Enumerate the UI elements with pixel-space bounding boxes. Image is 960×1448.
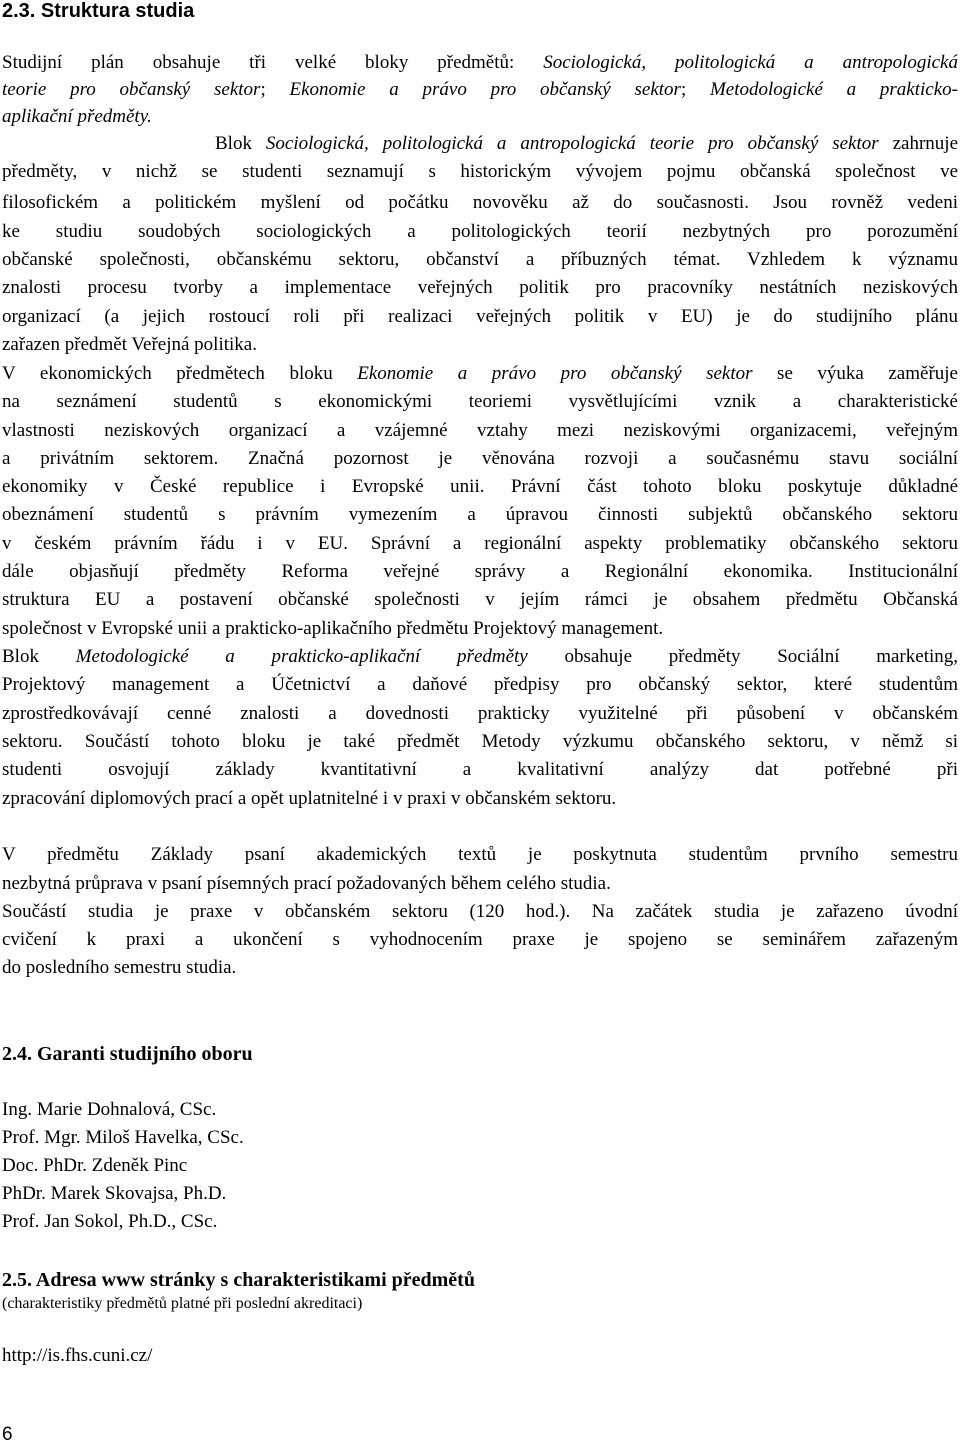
block2-line-1 [2,364,958,384]
block3-text: Blok [2,646,76,667]
block1-line-2: předměty, v nichž se studenti seznamují s historickým vývojem pojmu občanská společnost ve [2,161,958,182]
block2-line-6: obeznámení studentů s právním vymezením a úpravou činnosti subjektů občanského sektoru [2,504,958,525]
block1-text: Vzhledem k významu [720,249,959,270]
block1-text: Blok [215,133,266,154]
block1-text: zahrnuje [878,133,959,154]
block2-line-10: společnost v Evropské unii a prakticko-aplikačního předmětu Projektový management. [2,618,664,639]
block2-line-4: a privátním sektorem. Značná pozornost je věnována rozvoji a současnému stavu sociální [2,448,958,469]
intro-block-name: Metodologické a prakticko- [709,79,958,100]
intro-text: ; [680,79,710,100]
block2-line-8: dále objasňují předměty Reforma veřejné správy a Regionální ekonomika. Institucionální [2,561,958,582]
block3-text: obsahuje předměty Sociální marketing, [527,646,959,667]
guarantor-item: Prof. Mgr. Miloš Havelka, CSc. [2,1127,244,1148]
block2-text: se výuka zaměřuje [752,363,958,384]
block2-line-5: ekonomiky v České republice i Evropské unii. Právní část tohoto bloku poskytuje důkladné [2,476,958,497]
block1-text: Jsou rovněž vedeni [748,192,958,213]
block5-line-1: Součástí studia je praxe v občanském sektoru (120 hod.). Na začátek studia je zařazeno úvodní [2,901,958,922]
block1-name: Sociologická, politologická a antropologická teorie pro občanský sektor [265,133,879,154]
block2-text: V ekonomických předmětech bloku [2,363,358,384]
block3-line-5: studenti osvojují základy kvantitativní a kvalitativní analýzy dat potřebné při [2,759,958,780]
block1-text: filosofickém a politickém myšlení od počátku novověku až do současnosti. [2,192,749,213]
block3-line-3: zprostředkovávají cenné znalosti a dovednosti prakticky využitelné při působení v občanském [2,703,958,724]
block1-line-7: organizací (a jejich rostoucí roli při realizaci veřejných politik v EU) je do studijního plánu [2,306,958,327]
courses-website-link[interactable]: http://is.fhs.cuni.cz/ [2,1345,153,1366]
block2-line-9: struktura EU a postavení občanské společnosti v jejím rámci je obsahem předmětu Občanská [2,589,958,610]
block1-line-1 [215,134,958,154]
page-number: 6 [2,1424,13,1445]
intro-block-name: aplikační předměty. [2,106,152,127]
block1-line-8: zařazen předmět Veřejná politika. [2,334,257,355]
block1-line-4: ke studiu soudobých sociologických a politologických teorií nezbytných pro porozumění [2,221,958,242]
intro-line-2 [2,80,958,100]
guarantor-item: Prof. Jan Sokol, Ph.D., CSc. [2,1211,218,1232]
intro-text: ; [260,79,290,100]
block1-line-6: znalosti procesu tvorby a implementace veřejných politik pro pracovníky nestátních neziskových [2,277,958,298]
block1-text: občanské společnosti, občanskému sektoru, občanství a příbuzných témat. [2,249,721,270]
intro-block-name: Sociologická, politologická a antropologická [543,52,958,73]
guarantor-item: Ing. Marie Dohnalová, CSc. [2,1099,217,1120]
intro-line-1 [2,53,958,73]
intro-line-3 [2,107,152,127]
block5-line-2: cvičení k praxi a ukončení s vyhodnocením praxe je spojeno se seminářem zařazeným [2,929,958,950]
block3-name: Metodologické a prakticko-aplikační předměty [75,646,528,667]
intro-block-name: Ekonomie a právo pro občanský sektor [289,79,681,100]
guarantor-item: PhDr. Marek Skovajsa, Ph.D. [2,1183,227,1204]
block5-line-3: do posledního semestru studia. [2,957,237,978]
block1-line-5 [2,250,958,270]
intro-block-name: teorie pro občanský sektor [2,79,261,100]
block4-line-1: V předmětu Základy psaní akademických textů je poskytnuta studentům prvního semestru [2,844,958,865]
block3-line-1 [2,647,958,667]
block2-line-2: na seznámení studentů s ekonomickými teoriemi vysvětlujícími vznik a charakteristické [2,391,958,412]
section-note: (charakteristiky předmětů platné při poslední akreditaci) [2,1295,363,1312]
block3-line-2: Projektový management a Účetnictví a daňové předpisy pro občanský sektor, které studentům [2,674,958,695]
section-heading-2-3: 2.3. Struktura studia [2,0,195,22]
block2-name: Ekonomie a právo pro občanský sektor [357,363,753,384]
block2-line-7: v českém právním řádu i v EU. Správní a regionální aspekty problematiky občanského sektoru [2,533,958,554]
block2-line-3: vlastnosti neziskových organizací a vzájemné vztahy mezi neziskovými organizacemi, veřejným [2,420,958,441]
section-heading-2-5: 2.5. Adresa www stránky s charakteristikami předmětů [2,1269,475,1291]
section-heading-2-4: 2.4. Garanti studijního oboru [2,1043,253,1065]
intro-text: Studijní plán obsahuje tři velké bloky předmětů: [2,52,544,73]
block3-line-4: sektoru. Součástí tohoto bloku je také předmět Metody výzkumu občanského sektoru, v němž si [2,731,958,752]
block4-line-2: nezbytná průprava v psaní písemných prací požadovaných během celého studia. [2,873,611,894]
block3-line-6: zpracování diplomových prací a opět uplatnitelné i v praxi v občanském sektoru. [2,788,617,809]
block1-line-3 [2,193,958,213]
guarantor-item: Doc. PhDr. Zdeněk Pinc [2,1155,188,1176]
